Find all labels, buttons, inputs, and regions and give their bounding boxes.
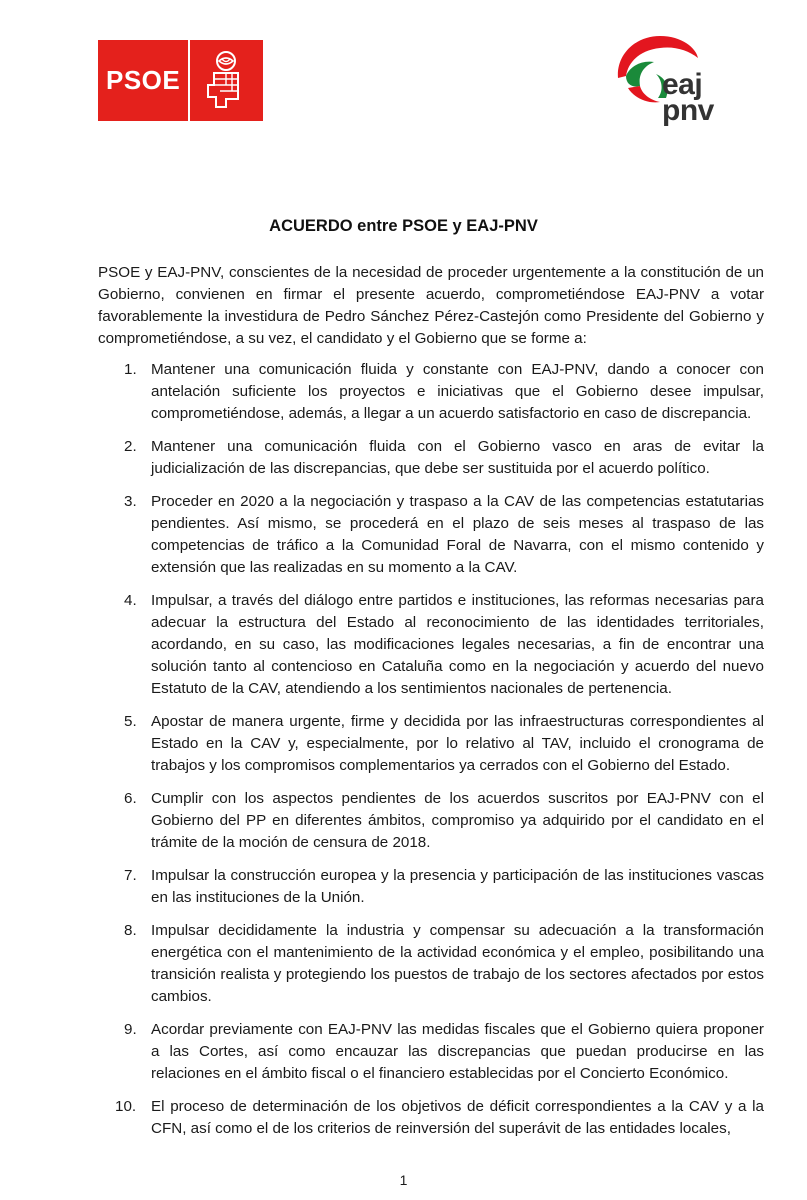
- fist-and-rose-icon: [202, 51, 246, 111]
- list-item-text: Mantener una comunicación fluida y constante con EAJ-PNV, dando a conocer con antelación suficiente los proyectos e iniciativas que el Gobierno desee impulsar, comprometiéndose, además, a llegar a un acuerdo satisfactorio en caso de discrepancia.: [151, 361, 764, 422]
- list-item-text: Impulsar la construcción europea y la presencia y participación de las instituciones vascas en las instituciones de la Unión.: [151, 867, 764, 906]
- list-item-text: Apostar de manera urgente, firme y decidida por las infraestructuras correspondientes al Estado en la CAV y, especialmente, por lo relativo al TAV, incluido el cronograma de trabajos y los compromisos complementarios ya cerrados con el Gobierno del Estado.: [151, 713, 764, 774]
- list-item-number: 4.: [124, 592, 137, 609]
- list-item-number: 7.: [124, 867, 137, 884]
- list-item-text: Proceder en 2020 a la negociación y traspaso a la CAV de las competencias estatutarias pendientes. Así mismo, se procederá en el plazo de seis meses al traspaso de las competencias de tráfico a la Comunidad Foral de Navarra, con el mismo contenido y extensión que las realizadas en su momento a la CAV.: [151, 493, 764, 576]
- list-item-number: 6.: [124, 790, 137, 807]
- list-item: [98, 436, 764, 480]
- page-number: 1: [399, 1172, 408, 1188]
- psoe-logo-text: PSOE: [106, 65, 181, 95]
- list-item: [98, 359, 764, 425]
- list-item-text: Impulsar decididamente la industria y compensar su adecuación a la transformación energética con el mantenimiento de la actividad económica y el empleo, posibilitando una transición realista y protegiendo los puestos de trabajo de los sectores afectados por estos cambios.: [151, 922, 764, 1005]
- list-item-text: Impulsar, a través del diálogo entre partidos e instituciones, las reformas necesarias para adecuar la estructura del Estado al reconocimiento de las identidades territoriales, acordando, en su caso, las modificaciones legales necesarias, a fin de encontrar una solución tanto al contencioso en Cataluña como en la negociación y acuerdo del nuevo Estatuto de la CAV, atendiendo a los sentimientos nacionales de pertenencia.: [151, 592, 764, 697]
- list-item-number: 1.: [124, 361, 137, 378]
- intro-paragraph: PSOE y EAJ-PNV, conscientes de la necesidad de proceder urgentemente a la constitución de un Gobierno, convienen en firmar el presente acuerdo, comprometiéndose EAJ-PNV a votar favorablemente la investidura de Pedro Sánchez Pérez-Castejón como Presidente del Gobierno y comprometiéndose, a su vez, el candidato y el Gobierno que se forme a:: [98, 264, 764, 347]
- list-item-text: Acordar previamente con EAJ-PNV las medidas fiscales que el Gobierno quiera proponer a las Cortes, así como encauzar las discrepancias que puedan producirse en las relaciones en el ámbito fiscal o el financiero establecidas por el Concierto Económico.: [151, 1021, 764, 1082]
- list-item-text: El proceso de determinación de los objetivos de déficit correspondientes a la CAV y a la CFN, así como el de los criterios de reinversión del superávit de las entidades locales,: [151, 1098, 764, 1137]
- eaj-pnv-wordmark: [662, 68, 714, 127]
- eaj-pnv-wordmark-line1: eaj: [662, 68, 703, 101]
- agreement-items-list: [98, 359, 764, 1151]
- list-item: [98, 788, 764, 854]
- list-item: [98, 491, 764, 579]
- list-item: [98, 590, 764, 700]
- list-item-number: 3.: [124, 493, 137, 510]
- document-title: ACUERDO entre PSOE y EAJ-PNV: [269, 217, 538, 235]
- list-item: [98, 865, 764, 909]
- list-item: [98, 920, 764, 1008]
- list-item-number: 9.: [124, 1021, 137, 1038]
- list-item-text: Cumplir con los aspectos pendientes de los acuerdos suscritos por EAJ-PNV con el Gobierno del PP en diferentes ámbitos, compromiso ya adquirido por el candidato en el trámite de la moción de censura de 2018.: [151, 790, 764, 851]
- eaj-pnv-wordmark-line2: pnv: [662, 94, 714, 127]
- list-item: [98, 1096, 764, 1140]
- list-item: [98, 711, 764, 777]
- list-item-number: 5.: [124, 713, 137, 730]
- list-item-number: 10.: [115, 1098, 137, 1115]
- eaj-pnv-logo: [612, 32, 742, 132]
- list-item-number: 2.: [124, 438, 137, 455]
- list-item-number: 8.: [124, 922, 137, 939]
- list-item: [98, 1019, 764, 1085]
- list-item-text: Mantener una comunicación fluida con el Gobierno vasco en aras de evitar la judicialización de las discrepancias, que debe ser sustituida por el acuerdo político.: [151, 438, 764, 477]
- psoe-logo: [98, 40, 263, 121]
- psoe-logo-divider: [188, 40, 190, 121]
